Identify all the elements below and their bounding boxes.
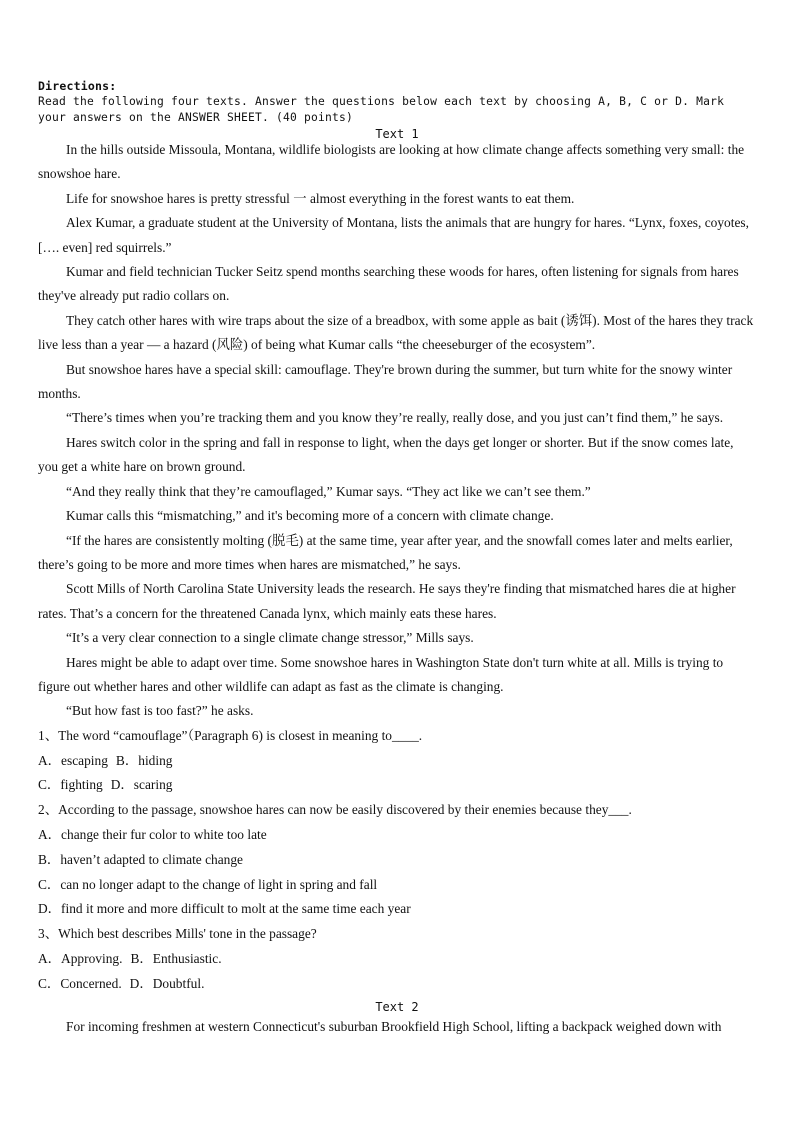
option-d[interactable]: D．Doubtful. (129, 975, 205, 991)
option-b[interactable]: B．Enthusiastic. (130, 950, 222, 966)
paragraph: Kumar calls this “mismatching,” and it's becoming more of a concern with climate change. (66, 508, 554, 524)
directions-line-2: your answers on the ANSWER SHEET. (40 points) (38, 111, 354, 124)
directions-line-1: Read the following four texts. Answer the questions below each text by choosing A, B, C or D. Mark (38, 95, 725, 108)
question-1 (38, 724, 756, 798)
option-b[interactable]: B．haven’t adapted to climate change (38, 851, 243, 867)
option-row (38, 749, 756, 774)
paragraph: “And they really think that they’re camouflaged,” Kumar says. “They act like we can’t see them.” (66, 483, 591, 499)
directions-heading: Directions: (38, 79, 117, 93)
paragraph: Hares might be able to adapt over time. Some snowshoe hares in Washington State don't turn white at all. Mills is trying to figure out whether hares and other wildlife can adapt as fast as the climate is changing. (38, 654, 724, 694)
paragraph: Alex Kumar, a graduate student at the University of Montana, lists the animals that are hungry for hares. “Lynx, foxes, coyotes, […. even] red squirrels.” (38, 215, 749, 255)
paragraph: Life for snowshoe hares is pretty stressful 一 almost everything in the forest wants to eat them. (66, 190, 575, 206)
paragraph: But snowshoe hares have a special skill: camouflage. They're brown during the summer, but turn white for the snowy winter months. (38, 361, 733, 402)
paragraph: “It’s a very clear connection to a single climate change stressor,” Mills says. (66, 630, 474, 646)
question-2 (38, 798, 756, 922)
question-3 (38, 922, 756, 996)
paragraph: In the hills outside Missoula, Montana, wildlife biologists are looking at how climate change affects something very small: the snowshoe hare. (38, 142, 745, 182)
option-a[interactable]: A．change their fur color to white too late (38, 826, 267, 842)
option-a[interactable]: A．escaping (38, 752, 108, 768)
paragraph: Kumar and field technician Tucker Seitz spend months searching these woods for hares, often listening for signals from hares they've already put radio collars on. (38, 264, 739, 304)
option-b[interactable]: B．hiding (115, 752, 173, 768)
paragraph: “If the hares are consistently molting (脱毛) at the same time, year after year, and the snowfall comes later and melts earlier, there’s going to be more and more times when hares are mismatched,” he says. (38, 532, 733, 572)
option-c[interactable]: C．can no longer adapt to the change of light in spring and fall (38, 876, 378, 892)
question-stem: 2、According to the passage, snowshoe hares can now be easily discovered by their enemies because they___. (38, 802, 632, 818)
option-c[interactable]: C．Concerned. (38, 975, 122, 991)
text1-title: Text 1 (375, 127, 419, 141)
option-a[interactable]: A．Approving. (38, 950, 123, 966)
paragraph: “There’s times when you’re tracking them and you know they’re really, really dose, and you just can’t find them,” he says. (66, 410, 724, 426)
paragraph: Hares switch color in the spring and fall in response to light, when the days get longer or shorter. But if the snow comes late, you get a white hare on brown ground. (38, 434, 734, 475)
question-stem: 3、Which best describes Mills' tone in the passage? (38, 926, 317, 942)
option-d[interactable]: D．scaring (110, 777, 173, 793)
text1-body (38, 138, 756, 724)
paragraph: For incoming freshmen at western Connecticut's suburban Brookfield High School, lifting a backpack weighed down with (66, 1018, 722, 1034)
option-row (38, 773, 756, 798)
option-d[interactable]: D．find it more and more difficult to molt at the same time each year (38, 901, 411, 917)
document-page (38, 78, 756, 1039)
question-stem: 1、The word “camouflage”（Paragraph 6) is closest in meaning to____. (38, 727, 423, 743)
paragraph: They catch other hares with wire traps about the size of a breadbox, with some apple as bait (诱饵). Most of the hares they track live less than a year — a hazard (风险) of being what Kumar calls “the cheeseburger of the ecosystem”. (38, 312, 754, 353)
option-row (38, 972, 756, 997)
paragraph: “But how fast is too fast?” he asks. (66, 703, 254, 719)
option-row (38, 947, 756, 972)
option-c[interactable]: C．fighting (38, 777, 103, 793)
paragraph: Scott Mills of North Carolina State University leads the research. He says they're finding that mismatched hares die at higher rates. That’s a concern for the threatened Canada lynx, which mainly eats these hares. (38, 581, 736, 621)
text2-title: Text 2 (375, 999, 419, 1014)
